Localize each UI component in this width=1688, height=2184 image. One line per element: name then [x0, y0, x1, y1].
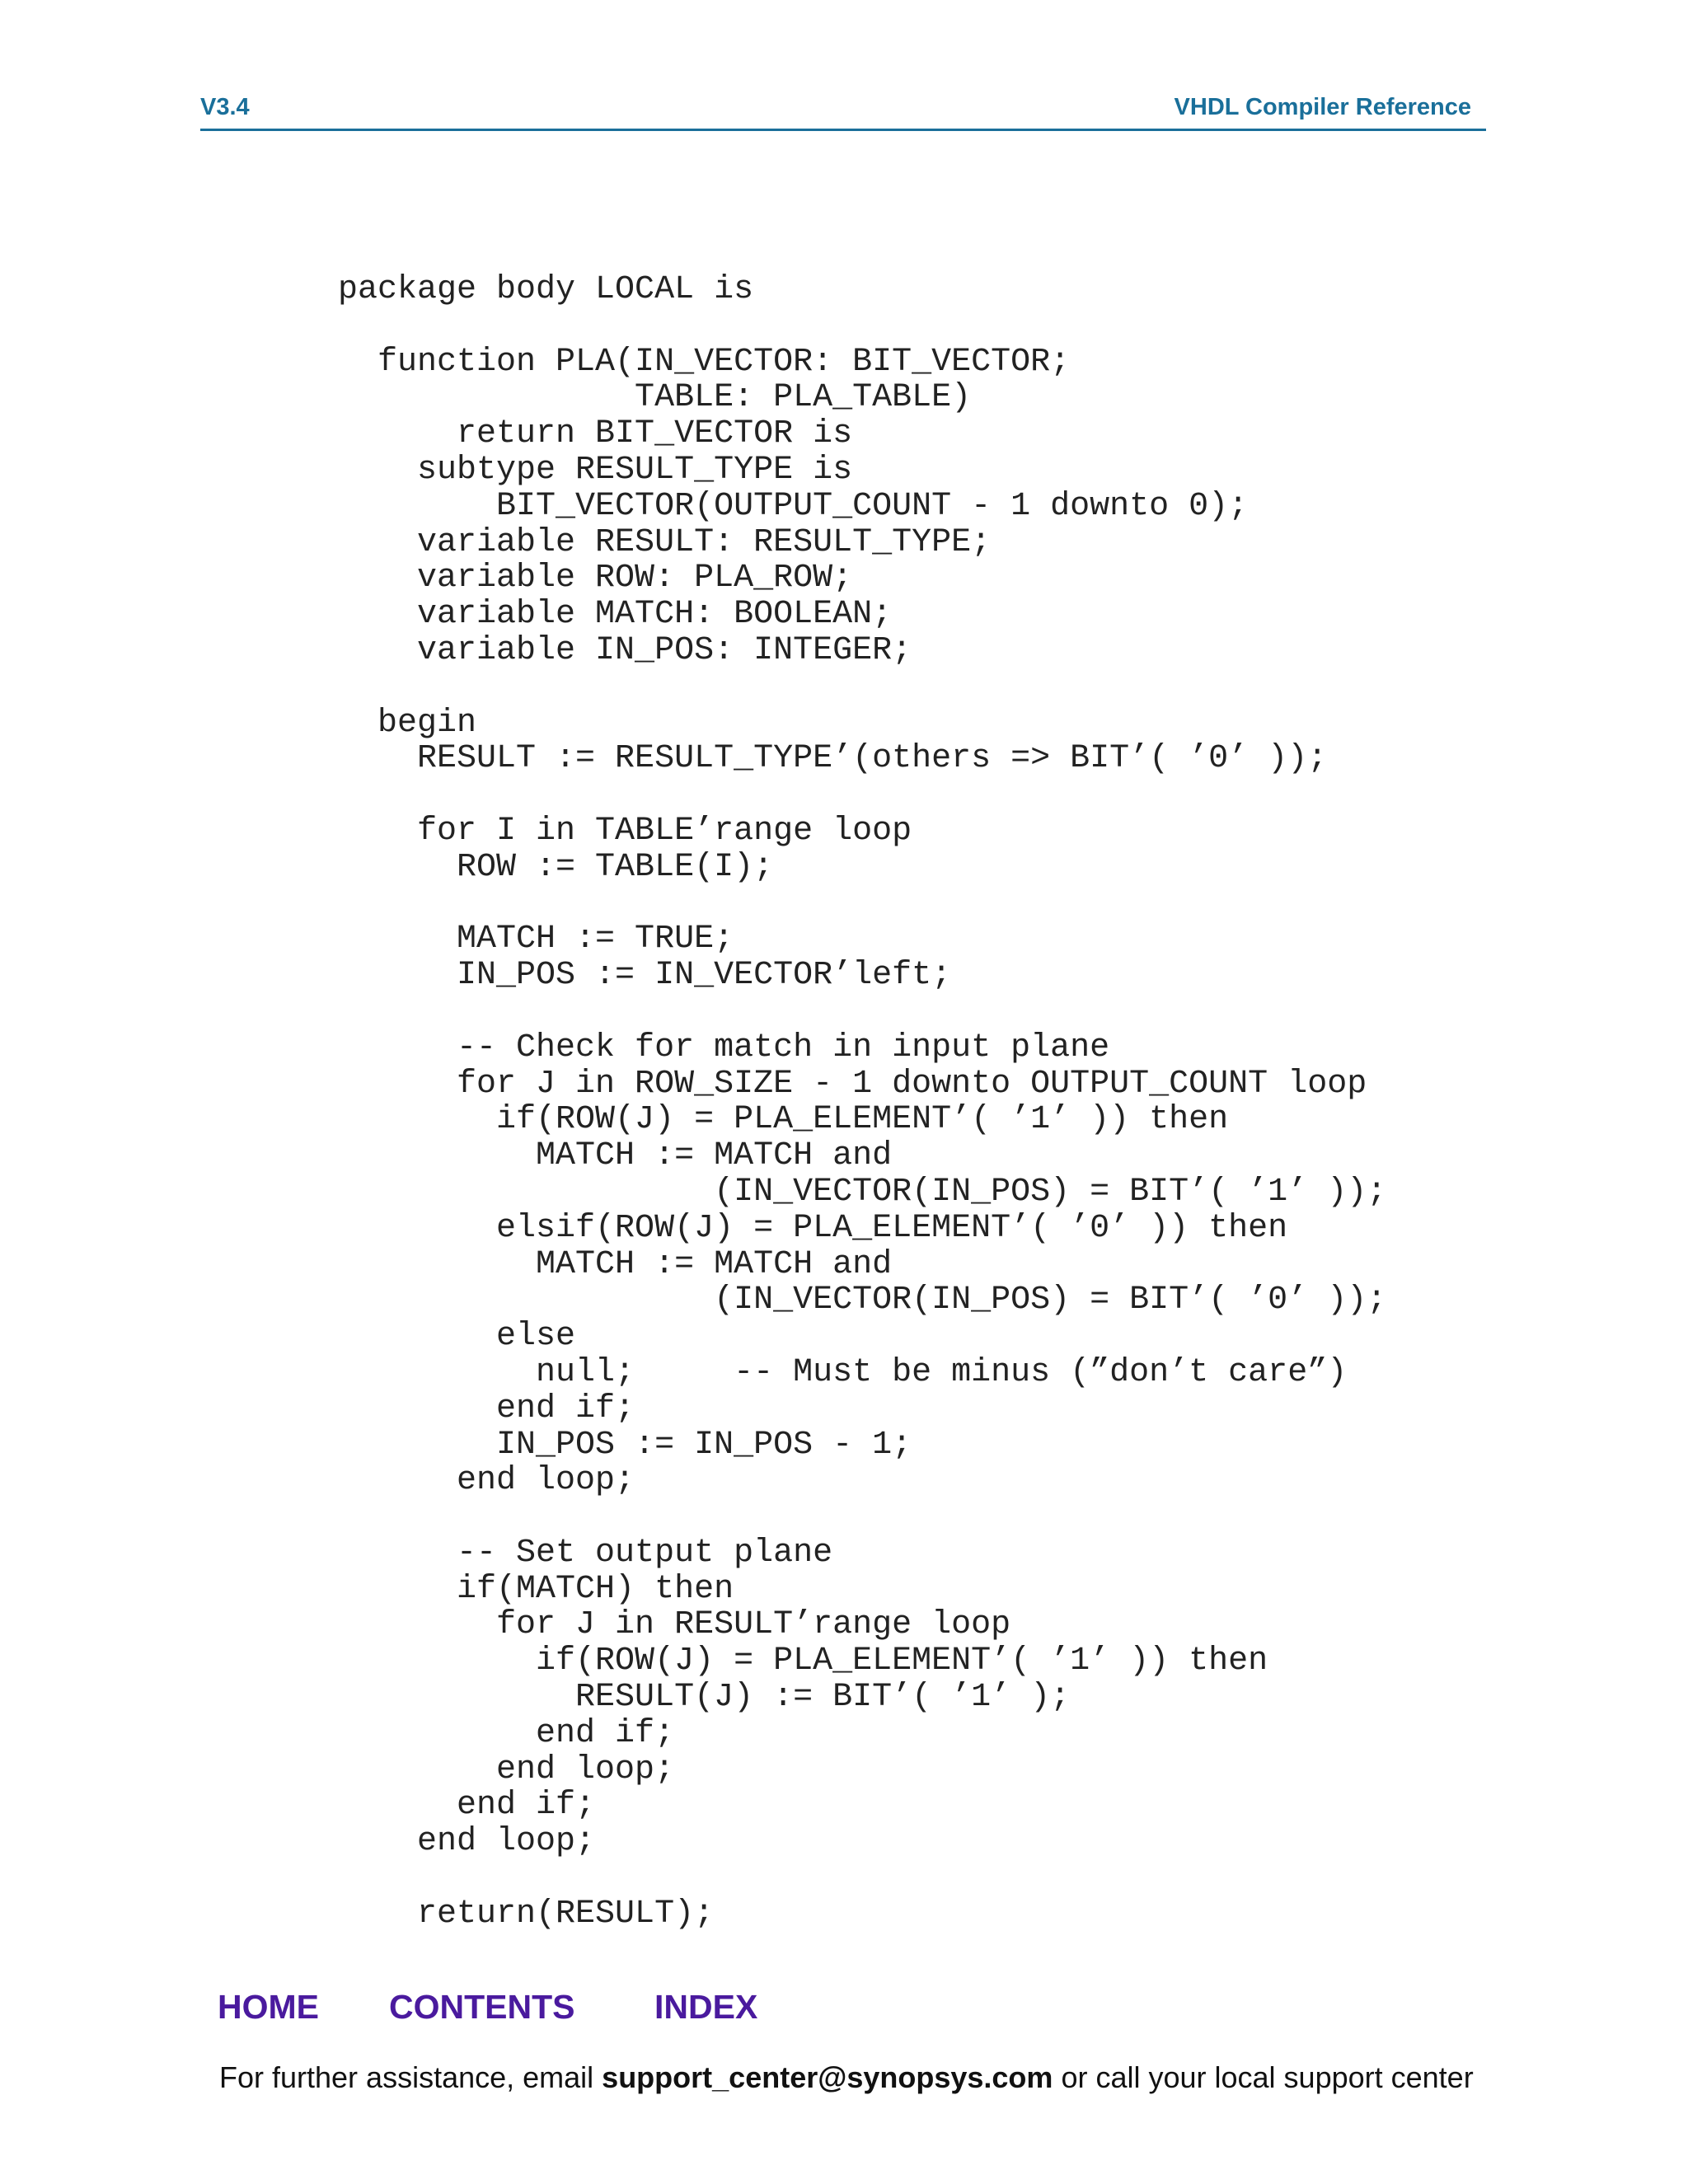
- code-line: end if;: [338, 1787, 596, 1825]
- home-link[interactable]: HOME: [218, 1988, 319, 2026]
- code-line: end loop;: [338, 1750, 675, 1788]
- code-line: for J in ROW_SIZE - 1 downto OUTPUT_COUNT loop: [338, 1065, 1367, 1103]
- code-line: null; -- Must be minus (”don’t care”): [338, 1353, 1348, 1391]
- code-line: else: [338, 1318, 576, 1356]
- document-title: VHDL Compiler Reference: [1174, 94, 1471, 120]
- code-line: end loop;: [338, 1823, 596, 1861]
- index-link[interactable]: INDEX: [654, 1988, 758, 2026]
- code-line: variable IN_POS: INTEGER;: [338, 631, 912, 669]
- support-footer: [219, 2060, 1474, 2095]
- page-header: [200, 92, 1486, 131]
- version-label: V3.4: [200, 94, 250, 120]
- code-line: BIT_VECTOR(OUTPUT_COUNT - 1 downto 0);: [338, 487, 1249, 525]
- code-line: return(RESULT);: [338, 1895, 715, 1933]
- code-line: function PLA(IN_VECTOR: BIT_VECTOR;: [338, 343, 1071, 381]
- code-line: end if;: [338, 1390, 635, 1427]
- footer-prefix: For further assistance, email: [219, 2060, 603, 2094]
- code-line: -- Check for match in input plane: [338, 1029, 1110, 1066]
- code-line: begin: [338, 704, 477, 742]
- code-line: if(ROW(J) = PLA_ELEMENT’( ’1’ )) then: [338, 1101, 1229, 1139]
- code-line: [338, 1860, 1386, 1896]
- code-line: IN_POS := IN_POS - 1;: [338, 1426, 912, 1464]
- code-line: MATCH := MATCH and: [338, 1137, 893, 1175]
- support-email-link[interactable]: support_center@synopsys.com: [602, 2060, 1053, 2094]
- code-line: subtype RESULT_TYPE is: [338, 451, 853, 489]
- code-line: package body LOCAL is: [338, 271, 754, 308]
- code-line: RESULT := RESULT_TYPE’(others => BIT’( ’0’ ));: [338, 740, 1328, 778]
- code-line: -- Set output plane: [338, 1534, 833, 1572]
- contents-link[interactable]: CONTENTS: [389, 1988, 575, 2026]
- code-line: if(MATCH) then: [338, 1570, 734, 1608]
- code-line: return BIT_VECTOR is: [338, 415, 853, 453]
- code-line: (IN_VECTOR(IN_POS) = BIT’( ’0’ ));: [338, 1282, 1387, 1319]
- code-line: [338, 777, 1386, 813]
- code-line: end if;: [338, 1714, 675, 1752]
- code-line: [338, 886, 1386, 922]
- footer-suffix: or call your local support center: [1053, 2060, 1474, 2094]
- code-line: TABLE: PLA_TABLE): [338, 379, 972, 417]
- code-line: (IN_VECTOR(IN_POS) = BIT’( ’1’ ));: [338, 1173, 1387, 1211]
- code-line: RESULT(J) := BIT’( ’1’ );: [338, 1679, 1071, 1717]
- code-line: elsif(ROW(J) = PLA_ELEMENT’( ’0’ )) then: [338, 1209, 1288, 1247]
- code-line: MATCH := MATCH and: [338, 1245, 893, 1283]
- code-line: [338, 669, 1386, 705]
- code-listing: [338, 272, 1386, 1933]
- code-line: for J in RESULT’range loop: [338, 1606, 1011, 1644]
- code-line: variable RESULT: RESULT_TYPE;: [338, 523, 992, 561]
- code-line: end loop;: [338, 1462, 635, 1500]
- code-line: MATCH := TRUE;: [338, 921, 734, 958]
- code-line: for I in TABLE’range loop: [338, 812, 912, 850]
- code-line: if(ROW(J) = PLA_ELEMENT’( ’1’ )) then: [338, 1643, 1268, 1680]
- code-line: [338, 994, 1386, 1030]
- code-line: ROW := TABLE(I);: [338, 848, 774, 886]
- code-line: [338, 1499, 1386, 1535]
- code-line: [338, 308, 1386, 344]
- code-line: variable MATCH: BOOLEAN;: [338, 596, 893, 634]
- code-line: variable ROW: PLA_ROW;: [338, 560, 853, 598]
- code-line: IN_POS := IN_VECTOR’left;: [338, 957, 952, 995]
